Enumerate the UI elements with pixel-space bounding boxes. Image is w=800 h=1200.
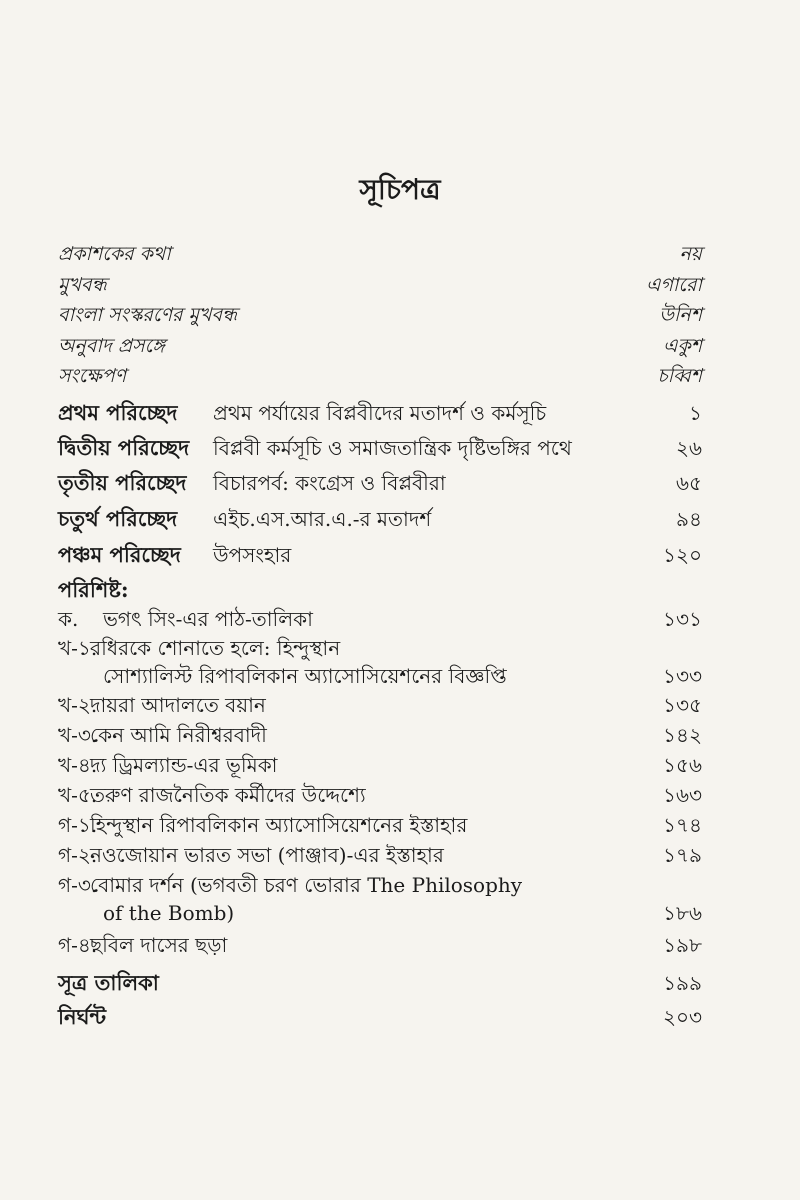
- appendix-text: ছবিল দাসের ছড়া: [90, 933, 228, 957]
- chapter-page: ২৬: [675, 436, 702, 460]
- chapter-label: চতুর্থ পরিচ্ছেদ: [58, 506, 178, 531]
- appendix-text: হিন্দুস্থান রিপাবলিকান অ্যাসোসিয়েশনের ইস্তাহার: [90, 813, 468, 837]
- index-label: নির্ঘন্ট: [58, 1004, 107, 1029]
- toc-prelim-row: [58, 272, 702, 298]
- appendix-code: খ-৪.: [58, 753, 98, 777]
- sources-page: ১৯৯: [663, 971, 702, 995]
- toc-sources-row: [58, 970, 702, 996]
- prelim-label: সংক্ষেপণ: [58, 365, 127, 387]
- prelim-label: বাংলা সংস্করণের মুখবন্ধ: [58, 304, 238, 326]
- appendix-code: গ-১.: [58, 813, 98, 837]
- toc-prelim-row: [58, 363, 702, 389]
- appendix-code: খ-৩.: [58, 723, 98, 747]
- appendix-text-cont: সোশ্যালিস্ট রিপাবলিকান অ্যাসোসিয়েশনের বিজ্ঞপ্তি: [103, 664, 507, 688]
- chapter-title: প্রথম পর্যায়ের বিপ্লবীদের মতাদর্শ ও কর্মসূচি: [213, 401, 547, 425]
- appendix-page: ১৯৮: [663, 933, 702, 957]
- page-title: সূচিপত্র: [359, 173, 441, 206]
- appendix-code: খ-৫.: [58, 783, 98, 807]
- appendix-text: দায়রা আদালতে বয়ান: [90, 693, 266, 717]
- chapter-label: তৃতীয় পরিচ্ছেদ: [58, 470, 187, 495]
- appendix-text: কেন আমি নিরীশ্বরবাদী: [90, 723, 267, 747]
- appendix-page: ১৮৬: [663, 901, 702, 925]
- appendix-text: বধিরকে শোনাতে হলে: হিন্দুস্থান: [90, 636, 341, 660]
- sources-label: সূত্র তালিকা: [58, 970, 159, 995]
- appendix-text: তরুণ রাজনৈতিক কর্মীদের উদ্দেশ্যে: [90, 783, 366, 807]
- appendix-code: গ-২.: [58, 843, 98, 867]
- prelim-label: প্রকাশকের কথা: [58, 243, 171, 265]
- chapter-title: বিপ্লবী কর্মসূচি ও সমাজতান্ত্রিক দৃষ্টিভঙ্গির পথে: [213, 436, 572, 460]
- appendix-text: বোমার দর্শন (ভগবতী চরণ ভোরার The Philosophy: [90, 873, 523, 897]
- prelim-page: চব্বিশ: [657, 365, 702, 387]
- appendix-page: ১৬৩: [663, 783, 702, 807]
- appendix-page: ১৭৪: [663, 813, 702, 837]
- appendix-code: গ-৪.: [58, 933, 98, 957]
- chapter-page: ১: [689, 401, 702, 425]
- appendix-code: খ-২.: [58, 693, 98, 717]
- chapter-page: ১২০: [663, 543, 702, 567]
- chapter-title: উপসংহার: [213, 543, 292, 567]
- prelim-label: মুখবন্ধ: [58, 274, 107, 296]
- toc-prelim-row: [58, 241, 702, 267]
- appendix-page: ১৭৯: [663, 843, 702, 867]
- appendix-code: গ-৩.: [58, 873, 98, 897]
- chapter-title: বিচারপর্ব: কংগ্রেস ও বিপ্লবীরা: [213, 471, 446, 495]
- toc-prelim-row: [58, 333, 702, 359]
- toc-prelim-row: [58, 302, 702, 328]
- appendix-page: ১৩৫: [663, 693, 702, 717]
- appendix-text: নওজোয়ান ভারত সভা (পাঞ্জাব)-এর ইস্তাহার: [90, 843, 444, 867]
- chapter-label: পঞ্চম পরিচ্ছেদ: [58, 542, 181, 567]
- appendix-page: ১৩৩: [663, 664, 702, 688]
- chapter-title: এইচ.এস.আর.এ.-র মতাদর্শ: [213, 507, 432, 531]
- appendix-heading: পরিশিষ্ট:: [58, 577, 129, 602]
- prelim-page: একুশ: [663, 335, 702, 357]
- prelim-page: উনিশ: [659, 304, 702, 326]
- appendix-code: খ-১.: [58, 636, 98, 660]
- toc-index-row: [58, 1004, 702, 1030]
- chapter-page: ৬৫: [676, 471, 702, 495]
- appendix-page: ১৫৬: [663, 753, 702, 777]
- prelim-page: এগারো: [645, 274, 702, 296]
- chapter-label: দ্বিতীয় পরিচ্ছেদ: [58, 435, 190, 460]
- index-page: ২০৩: [662, 1005, 702, 1029]
- prelim-label: অনুবাদ প্রসঙ্গে: [58, 335, 165, 357]
- appendix-code: ক.: [58, 607, 79, 631]
- chapter-page: ৯৪: [676, 507, 702, 531]
- chapter-label: প্রথম পরিচ্ছেদ: [58, 400, 178, 425]
- appendix-text: ভগৎ সিং-এর পাঠ-তালিকা: [103, 607, 313, 631]
- appendix-page: ১৪২: [663, 723, 702, 747]
- appendix-text-cont: of the Bomb): [103, 901, 235, 925]
- appendix-text: দ্য ড্রিমল্যান্ড-এর ভূমিকা: [90, 753, 278, 777]
- prelim-page: নয়: [679, 243, 702, 265]
- appendix-page: ১৩১: [663, 607, 702, 631]
